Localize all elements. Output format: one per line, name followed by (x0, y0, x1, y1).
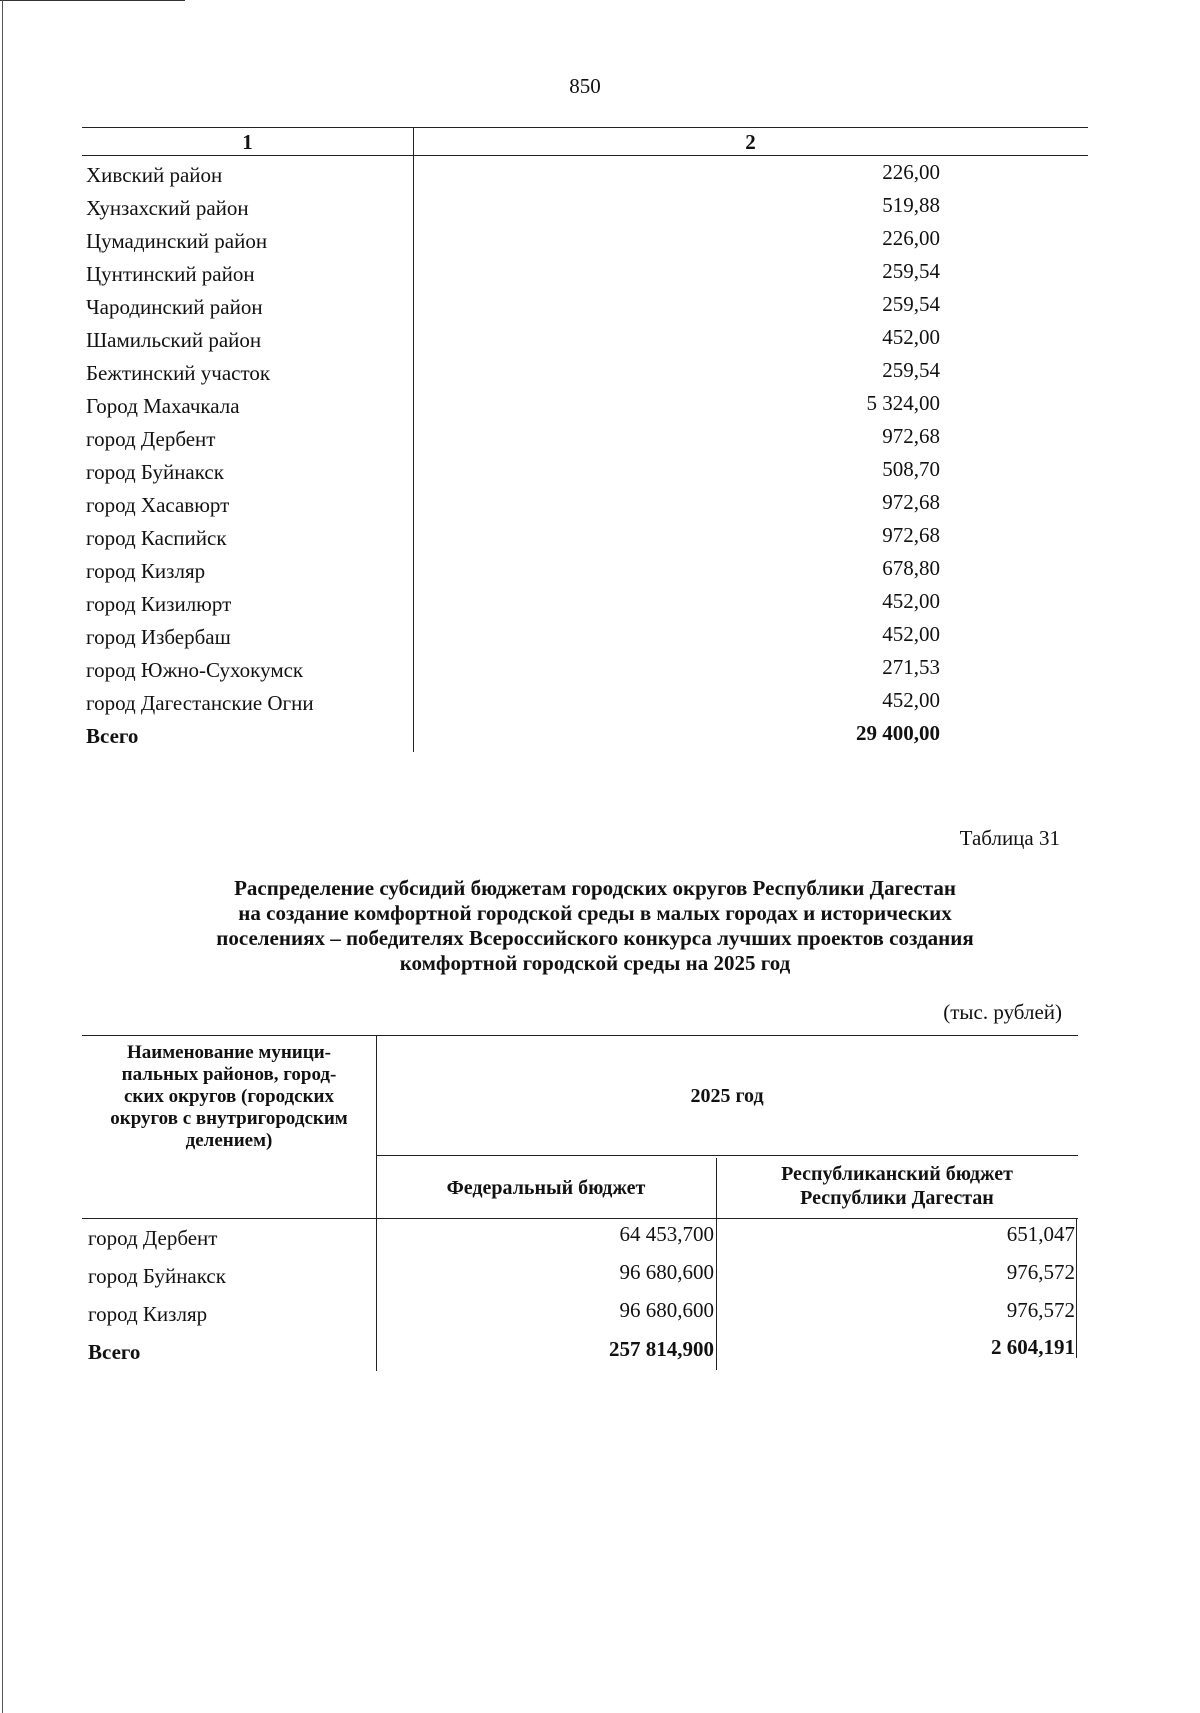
row-name: Бежтинский участок (86, 361, 271, 385)
row-name: город Буйнакск (86, 460, 224, 484)
header-year: 2025 год (690, 1085, 764, 1107)
row-name: город Хасавюрт (86, 493, 230, 517)
table-label: Таблица 31 (959, 826, 1060, 850)
scan-edge-line (0, 0, 185, 1)
row-value: 226,00 (882, 226, 940, 250)
page-number: 850 (569, 74, 601, 98)
title-line: Распределение субсидий бюджетам городских округов Республики Дагестан (234, 876, 956, 900)
row-federal: 96 680,600 (619, 1298, 714, 1322)
header-line: округов с внутригородским (110, 1108, 348, 1129)
row-republic: 976,572 (1006, 1260, 1075, 1284)
row-value: 271,53 (882, 655, 940, 679)
row-value: 259,54 (882, 259, 940, 283)
row-value: 678,80 (882, 556, 940, 580)
header-line: ских округов (городских (124, 1086, 334, 1107)
row-name: город Кизляр (86, 559, 206, 583)
header-line: пальных районов, город- (121, 1064, 337, 1085)
row-value: 452,00 (882, 325, 940, 349)
row-value: 259,54 (882, 358, 940, 382)
row-value: 452,00 (882, 688, 940, 712)
row-name: Цунтинский район (86, 262, 255, 286)
row-name: Цумадинский район (86, 229, 268, 253)
header-line: Республиканский бюджет (781, 1163, 1013, 1185)
row-name: Шамильский район (86, 328, 262, 352)
row-federal: 96 680,600 (619, 1260, 714, 1284)
row-name: город Дагестанские Огни (86, 691, 314, 715)
total-label: Всего (86, 724, 139, 748)
column-header-1: 1 (242, 130, 253, 154)
row-value: 226,00 (882, 160, 940, 184)
row-republic: 976,572 (1006, 1298, 1075, 1322)
row-value: 972,68 (882, 424, 940, 448)
row-name: город Кизилюрт (86, 592, 232, 616)
units-label: (тыс. рублей) (943, 1000, 1062, 1024)
table-title (100, 876, 1090, 976)
row-value: 519,88 (882, 193, 940, 217)
row-value: 5 324,00 (866, 391, 940, 415)
title-line: комфортной городской среды на 2025 год (399, 951, 791, 975)
row-name: город Южно-Сухокумск (86, 658, 304, 682)
total-federal: 257 814,900 (609, 1337, 714, 1361)
total-label: Всего (88, 1340, 141, 1364)
column-header-2: 2 (745, 130, 756, 154)
title-line: поселениях – победителях Всероссийского конкурса лучших проектов создания (216, 926, 974, 950)
row-value: 508,70 (882, 457, 940, 481)
row-republic: 651,047 (1006, 1222, 1075, 1246)
row-value: 259,54 (882, 292, 940, 316)
row-name: город Дербент (88, 1226, 218, 1250)
total-republic: 2 604,191 (991, 1335, 1075, 1359)
header-line: Республики Дагестан (800, 1187, 994, 1209)
row-name: город Дербент (86, 427, 216, 451)
row-value: 452,00 (882, 622, 940, 646)
header-line: делением) (185, 1130, 273, 1151)
header-municipality (84, 1042, 374, 1152)
row-name: Город Махачкала (86, 394, 240, 418)
row-name: город Избербаш (86, 625, 231, 649)
header-line: Наименование муници- (127, 1042, 331, 1063)
row-name: город Кизляр (88, 1302, 208, 1326)
row-name: город Буйнакск (88, 1264, 226, 1288)
title-line: на создание комфортной городской среды в малых городах и исторических (238, 901, 952, 925)
scan-edge-left (2, 0, 3, 1713)
row-value: 972,68 (882, 523, 940, 547)
header-republic (716, 1162, 1078, 1210)
row-federal: 64 453,700 (619, 1222, 714, 1246)
header-federal: Федеральный бюджет (446, 1177, 646, 1199)
row-name: город Каспийск (86, 526, 227, 550)
row-value: 452,00 (882, 589, 940, 613)
row-name: Хунзахский район (86, 196, 249, 220)
row-name: Чародинский район (86, 295, 263, 319)
total-value: 29 400,00 (856, 721, 940, 745)
row-name: Хивский район (86, 163, 223, 187)
row-value: 972,68 (882, 490, 940, 514)
